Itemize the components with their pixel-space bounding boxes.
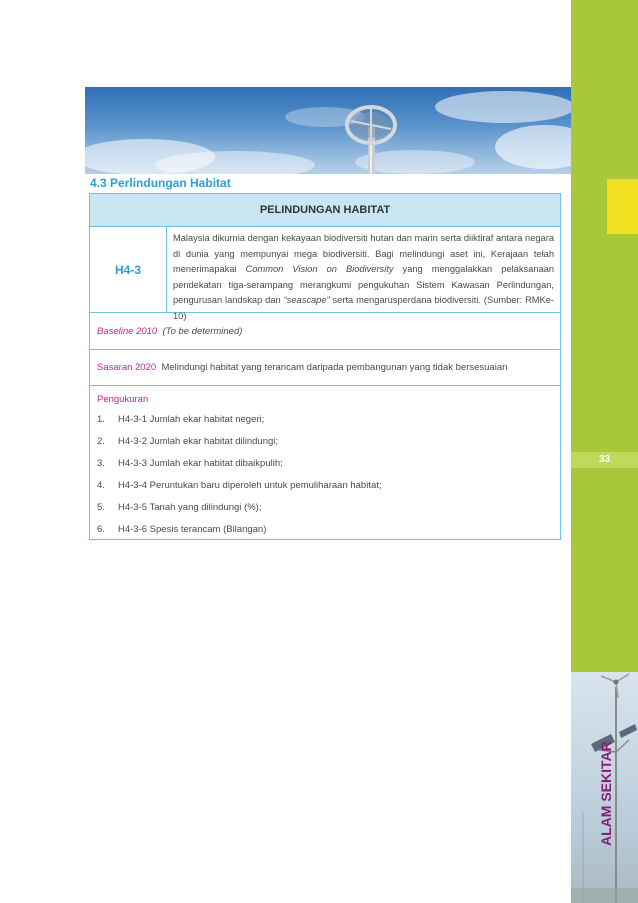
description-text: yang menggalakkan pelaksanaan pendekatan tiga-serampang merangkumi pengukuhan Sistem Kawasan Perlindungan, pengurusan landskap dan xyxy=(173,264,554,305)
list-number: 6. xyxy=(97,524,105,535)
table-header: PELINDUNGAN HABITAT xyxy=(90,194,560,227)
indicator-description xyxy=(167,227,560,321)
indicator-code: H4-3 xyxy=(90,227,167,313)
indicator-table xyxy=(89,193,561,540)
list-text: H4-3-3 Jumlah ekar habitat dibaikpulih; xyxy=(118,458,283,469)
list-text: H4-3-5 Tanah yang dilindungi (%); xyxy=(118,502,262,513)
sidebar-title: ALAM SEKITAR xyxy=(598,741,614,846)
measures-title: Pengukuran xyxy=(97,394,149,405)
target-label: Sasaran 2020 xyxy=(97,362,157,373)
banner-photo xyxy=(85,87,571,174)
list-number: 2. xyxy=(97,436,105,447)
list-number: 5. xyxy=(97,502,105,513)
list-item xyxy=(97,523,266,537)
list-text: H4-3-4 Peruntukan baru diperoleh untuk pemuliharaan habitat; xyxy=(118,480,382,491)
list-number: 3. xyxy=(97,458,105,469)
baseline-label: Baseline 2010 xyxy=(97,326,158,337)
list-item xyxy=(97,435,278,449)
page-number: 33 xyxy=(571,452,638,468)
sidebar-tab-marker xyxy=(607,179,638,234)
measures-section xyxy=(90,386,560,539)
description-italic: Common Vision on Biodiversity xyxy=(245,264,394,274)
list-text: H4-3-6 Spesis terancam (Bilangan) xyxy=(118,524,267,535)
sky-lamp-post-illustration xyxy=(85,87,571,174)
list-item xyxy=(97,479,382,493)
description-text: Malaysia dikurnia dengan kekayaan biodiversiti hutan dan marin serta diiktiraf antara negara di dunia yang mempunyai mega biodiversiti. Bagi melindungi aset ini, Kerajaan telah menerimapakai xyxy=(173,233,554,274)
target-value: Melindungi habitat yang terancam daripada pembangunan yang tidak bersesuaian xyxy=(161,362,508,373)
list-number: 4. xyxy=(97,480,105,491)
list-number: 1. xyxy=(97,414,105,425)
baseline-value: (To be determined) xyxy=(162,326,243,337)
list-text: H4-3-1 Jumlah ekar habitat negeri; xyxy=(118,414,265,425)
list-item xyxy=(97,501,261,515)
list-item xyxy=(97,413,264,427)
description-text: serta mengarusperdana biodiversiti. (Sumber: RMKe-10) xyxy=(173,295,555,321)
section-title: 4.3 Perlindungan Habitat xyxy=(90,176,231,190)
baseline-row xyxy=(90,313,560,350)
list-item xyxy=(97,457,283,471)
list-text: H4-3-2 Jumlah ekar habitat dilindungi; xyxy=(118,436,279,447)
target-row xyxy=(90,350,560,386)
description-italic: “seascape” xyxy=(283,295,330,305)
